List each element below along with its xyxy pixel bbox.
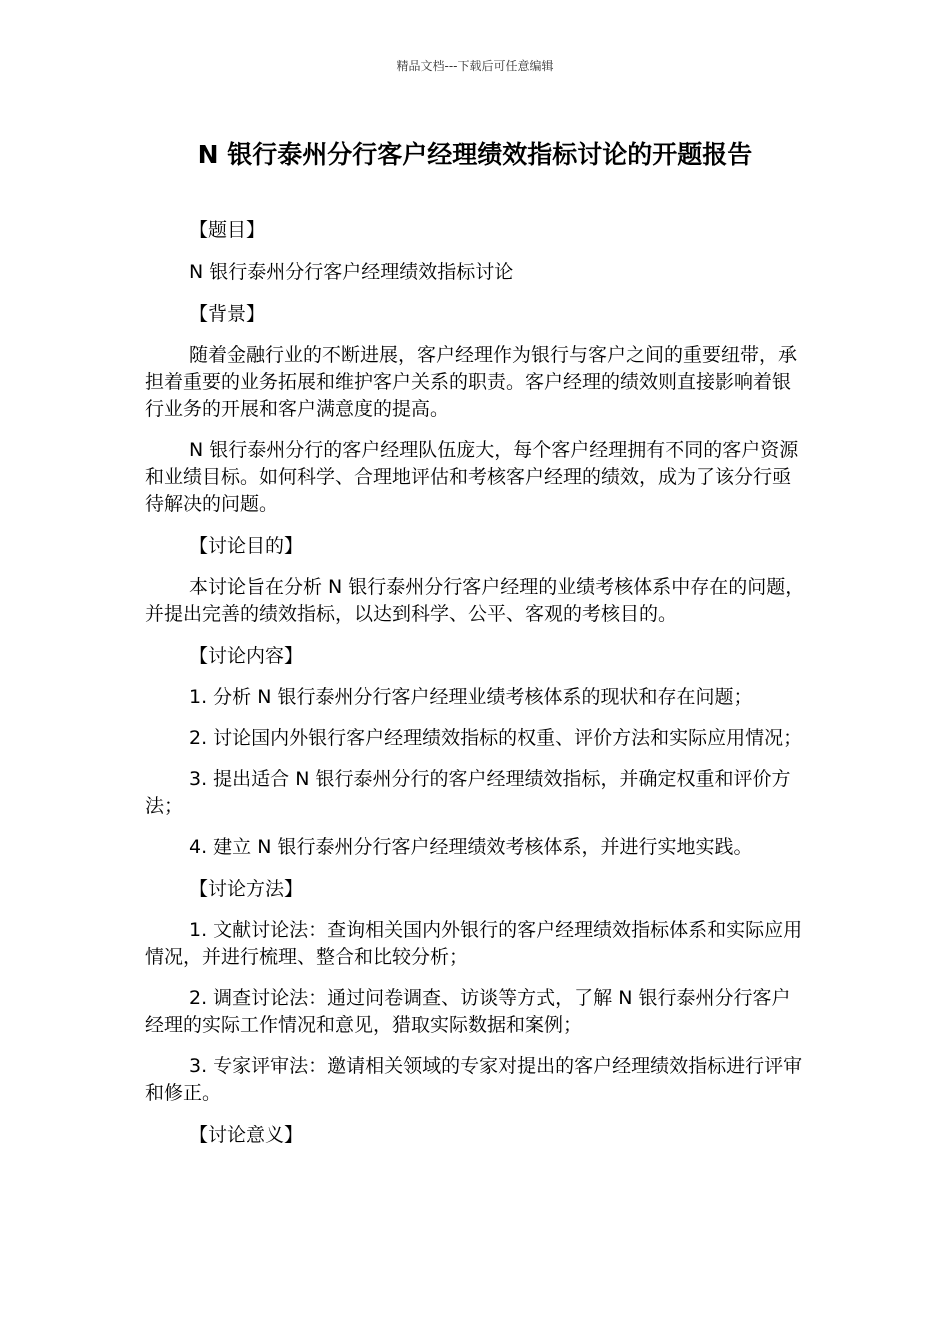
section-heading-method: 【讨论方法】 — [189, 878, 304, 900]
topic-text: N 银行泰州分行客户经理绩效指标讨论 — [189, 261, 514, 283]
content-item-3: 3. 提出适合 N 银行泰州分行的客户经理绩效指标，并确定权重和评价方法； — [145, 768, 791, 817]
section-heading-topic: 【题目】 — [189, 219, 266, 241]
method-item-2: 2. 调查讨论法：通过问卷调查、访谈等方式，了解 N 银行泰州分行客户经理的实际工作情况和意见，猎取实际数据和案例； — [145, 987, 791, 1036]
method-item-3: 3. 专家评审法：邀请相关领域的专家对提出的客户经理绩效指标进行评审和修正。 — [145, 1055, 803, 1104]
section-heading-background: 【背景】 — [189, 303, 266, 325]
page-header-note: 精品文档---下载后可任意编辑 — [396, 59, 554, 73]
content-item-1: 1. 分析 N 银行泰州分行客户经理业绩考核体系的现状和存在问题； — [189, 686, 753, 708]
content-item-4: 4. 建立 N 银行泰州分行客户经理绩效考核体系，并进行实地实践。 — [189, 836, 753, 858]
document-body — [145, 216, 805, 1163]
section-heading-significance: 【讨论意义】 — [189, 1124, 304, 1146]
section-heading-purpose: 【讨论目的】 — [189, 535, 304, 557]
purpose-paragraph: 本讨论旨在分析 N 银行泰州分行客户经理的业绩考核体系中存在的问题，并提出完善的绩效指标，以达到科学、公平、客观的考核目的。 — [145, 576, 805, 625]
background-paragraph-2: N 银行泰州分行的客户经理队伍庞大，每个客户经理拥有不同的客户资源和业绩目标。如何科学、合理地评估和考核客户经理的绩效，成为了该分行亟待解决的问题。 — [145, 439, 799, 515]
background-paragraph-1: 随着金融行业的不断进展，客户经理作为银行与客户之间的重要纽带，承担着重要的业务拓展和维护客户关系的职责。客户经理的绩效则直接影响着银行业务的开展和客户满意度的提高。 — [145, 344, 798, 420]
document-title: N 银行泰州分行客户经理绩效指标讨论的开题报告 — [197, 140, 753, 169]
section-heading-content: 【讨论内容】 — [189, 645, 304, 667]
content-item-2: 2. 讨论国内外银行客户经理绩效指标的权重、评价方法和实际应用情况； — [189, 727, 803, 749]
method-item-1: 1. 文献讨论法：查询相关国内外银行的客户经理绩效指标体系和实际应用情况，并进行梳理、整合和比较分析； — [145, 919, 803, 968]
